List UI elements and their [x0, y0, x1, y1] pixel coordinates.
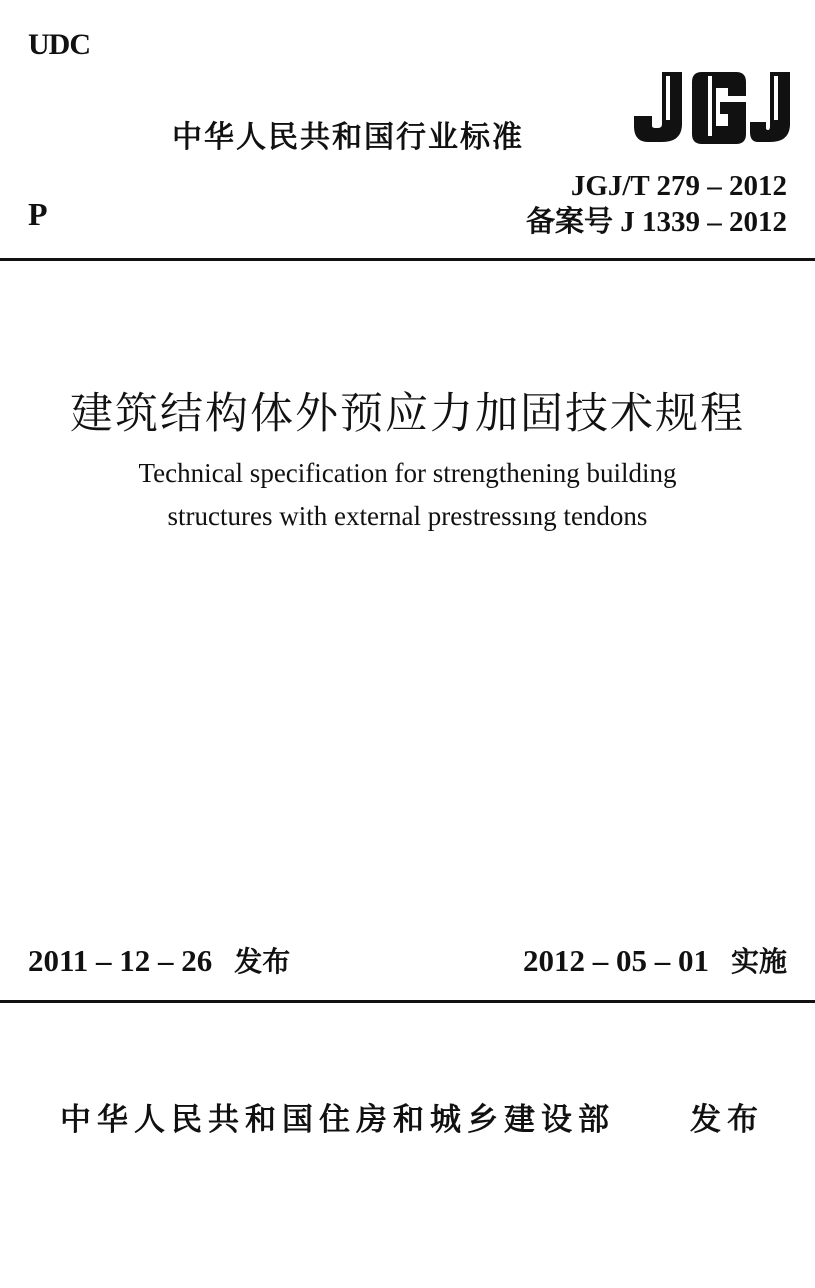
record-number: 备案号 J 1339 – 2012 [525, 206, 787, 238]
classification-code: P [28, 196, 48, 232]
standard-number-block [526, 168, 787, 240]
implement-date: 2012 – 05 – 01 [522, 943, 709, 978]
issue-date-block [28, 940, 290, 980]
publisher-name: 中华人民共和国住房和城乡建设部 [60, 1102, 615, 1138]
title-chinese: 建筑结构体外预应力加固技术规程 [70, 389, 745, 439]
title-english [0, 452, 815, 538]
title-english-line-2: structures with external prestressıng tendons [167, 501, 648, 531]
bottom-divider [0, 1000, 815, 1003]
title-english-line-1: Technical specification for strengthening building [138, 458, 677, 488]
standard-category: 中华人民共和国行业标准 [172, 120, 524, 155]
jgj-logo [632, 70, 792, 146]
top-divider [0, 258, 815, 261]
udc-label: UDC [28, 28, 90, 61]
implement-date-block [523, 940, 787, 980]
publish-label: 发布 [690, 1102, 764, 1138]
issue-label: 发布 [234, 945, 291, 978]
implement-label: 实施 [730, 945, 787, 978]
issue-date: 2011 – 12 – 26 [28, 943, 213, 978]
standard-number: JGJ/T 279 – 2012 [570, 170, 787, 202]
jgj-logo-graphic [632, 70, 792, 146]
